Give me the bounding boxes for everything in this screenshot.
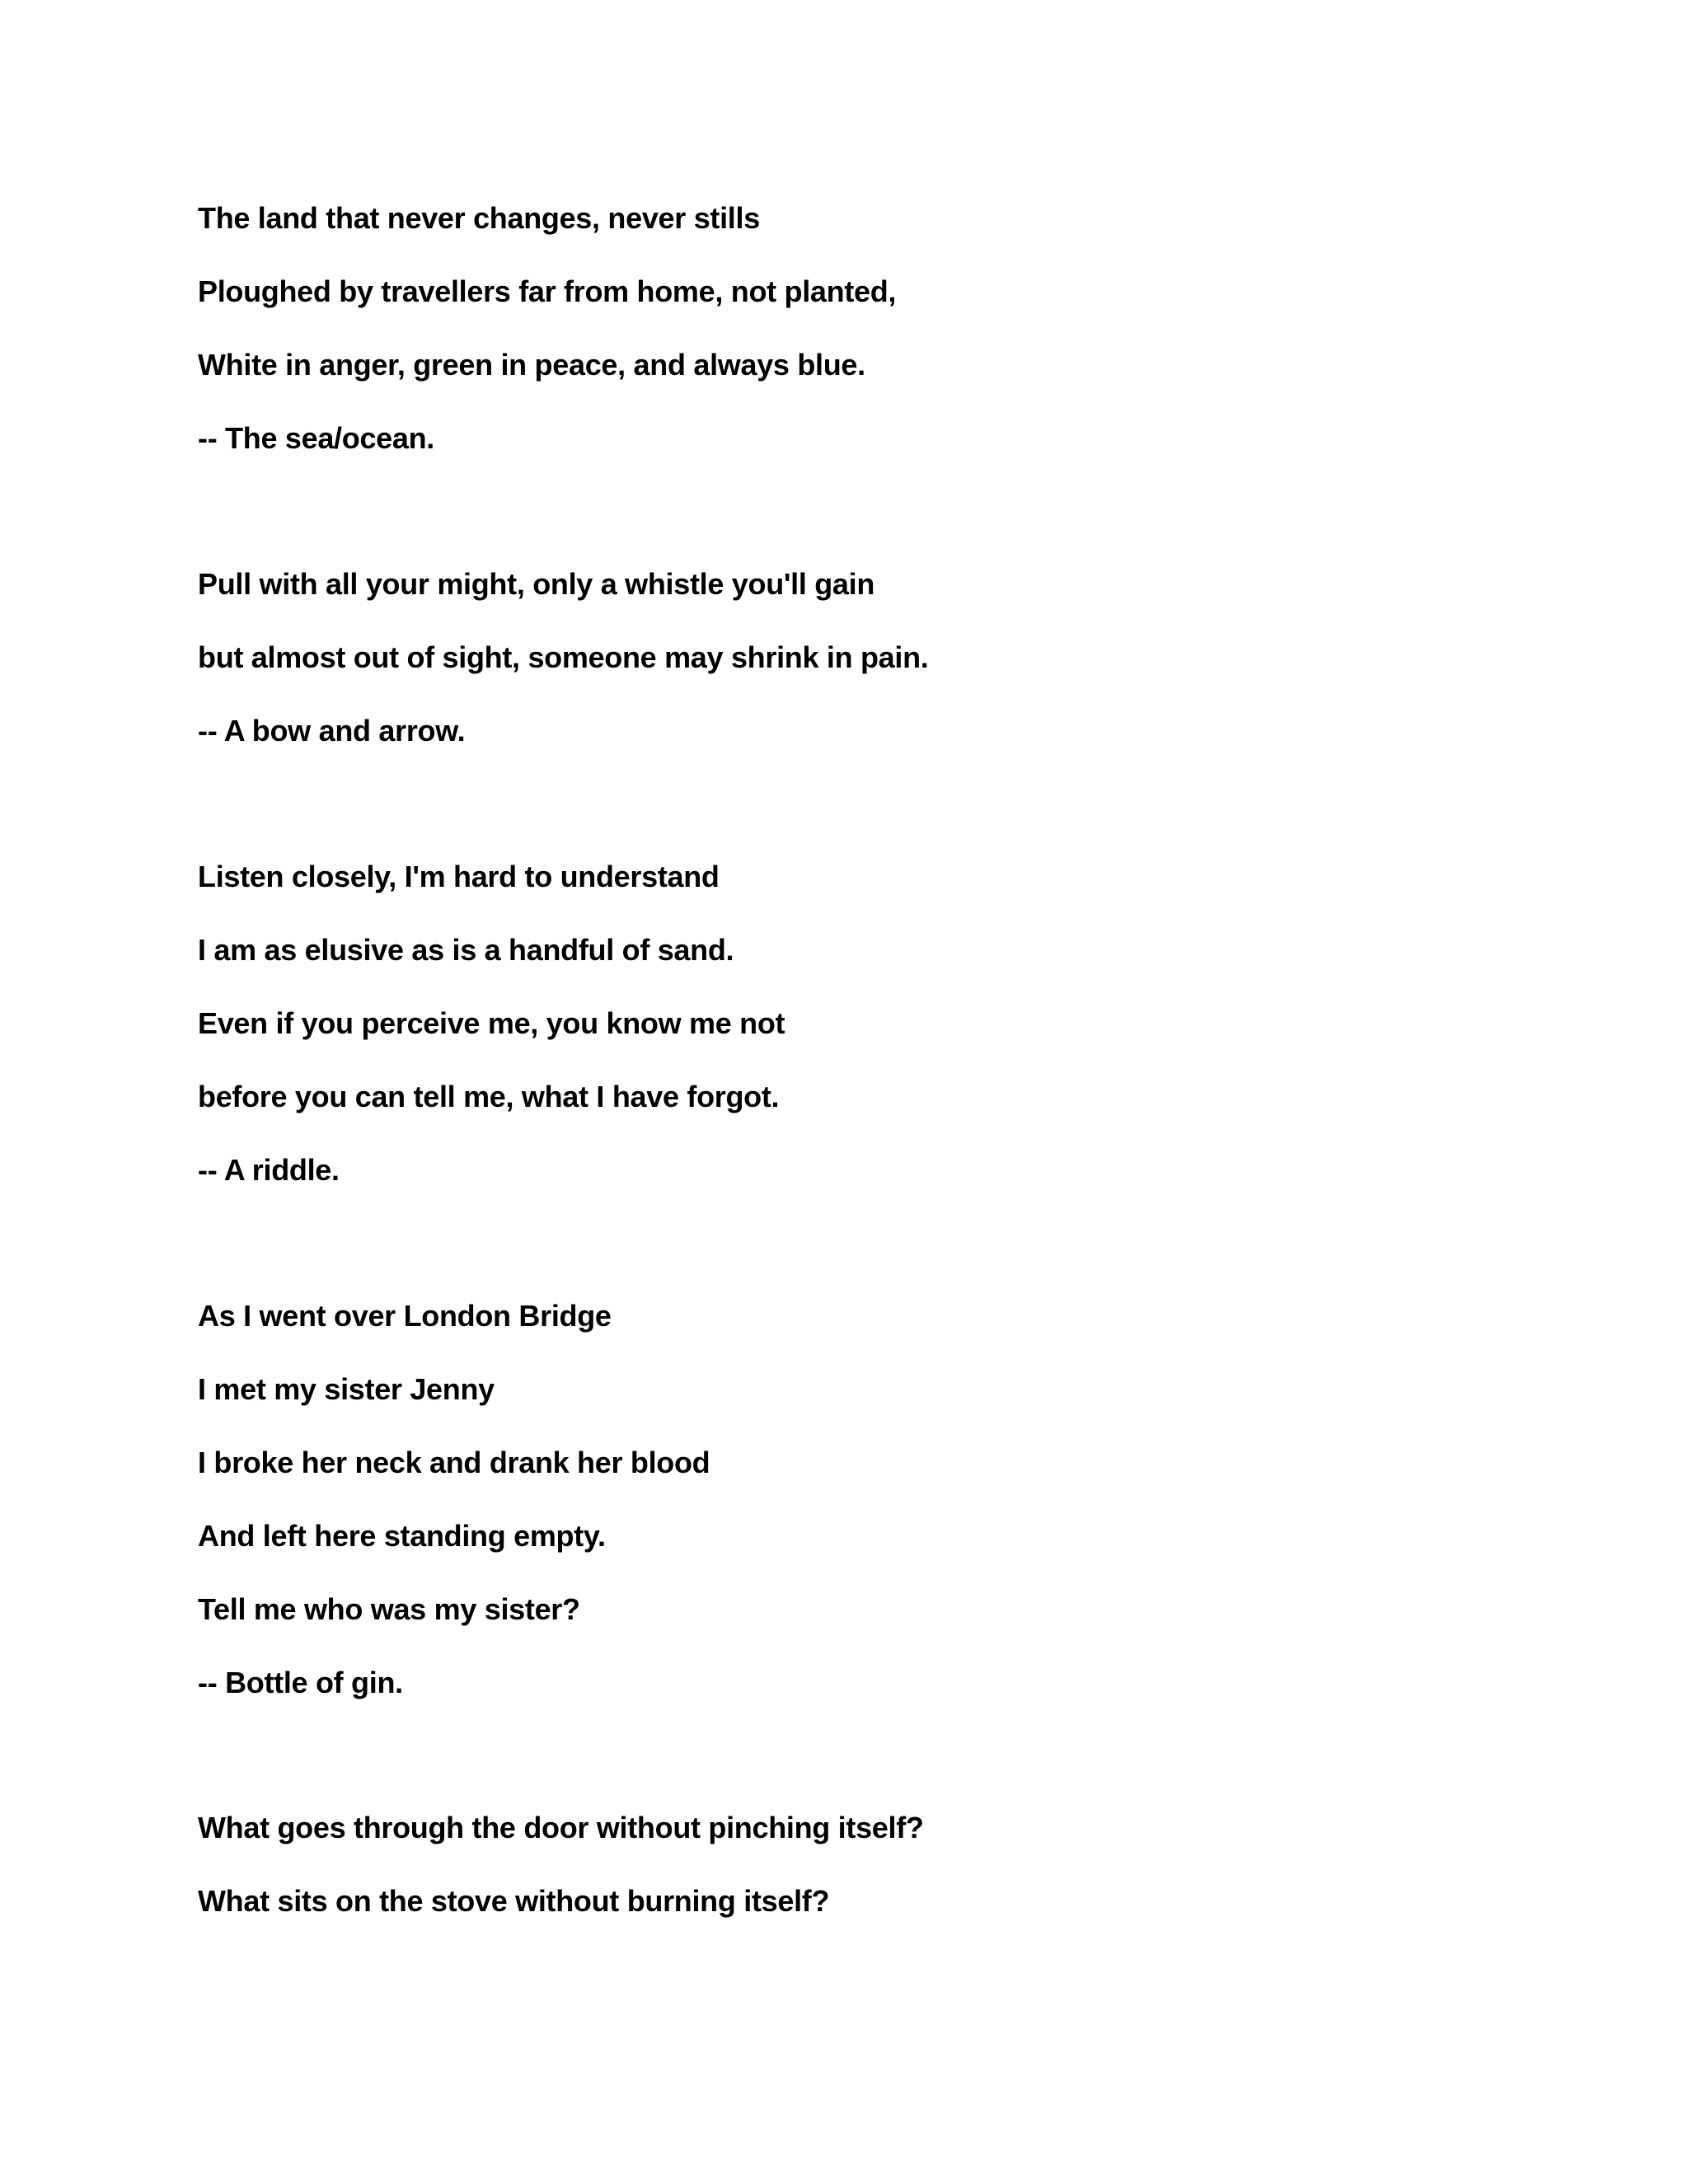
riddle-door (198, 1791, 1484, 1938)
riddle-line: Ploughed by travellers far from home, not planted, (198, 274, 897, 308)
riddle-line: before you can tell me, what I have forgot. (198, 1080, 780, 1113)
riddle-line: I met my sister Jenny (198, 1372, 495, 1406)
riddle-line: but almost out of sight, someone may shrink in pain. (198, 640, 929, 674)
riddle-gin (198, 1279, 1484, 1719)
riddle-sea (198, 181, 1484, 475)
riddle-line: Even if you perceive me, you know me not (198, 1006, 785, 1040)
riddle-answer: -- A bow and arrow. (198, 714, 466, 748)
riddle-answer: -- The sea/ocean. (198, 421, 434, 455)
riddle-line: I am as elusive as is a handful of sand. (198, 933, 734, 967)
riddle-bow (198, 547, 1484, 767)
riddle-line: White in anger, green in peace, and always blue. (198, 348, 865, 382)
riddle-line: Listen closely, I'm hard to understand (198, 860, 720, 893)
riddle-line: Pull with all your might, only a whistle you'll gain (198, 567, 875, 601)
riddle-answer: -- A riddle. (198, 1153, 340, 1187)
riddle-line: And left here standing empty. (198, 1519, 606, 1553)
riddle-line: Tell me who was my sister? (198, 1592, 580, 1626)
riddle-line: The land that never changes, never stills (198, 201, 760, 235)
riddle-riddle (198, 840, 1484, 1207)
riddle-line: I broke her neck and drank her blood (198, 1446, 710, 1479)
riddle-line: What sits on the stove without burning itself? (198, 1884, 830, 1918)
riddle-answer: -- Bottle of gin. (198, 1666, 403, 1699)
riddle-line: What goes through the door without pinching itself? (198, 1811, 924, 1844)
riddle-line: As I went over London Bridge (198, 1299, 612, 1333)
